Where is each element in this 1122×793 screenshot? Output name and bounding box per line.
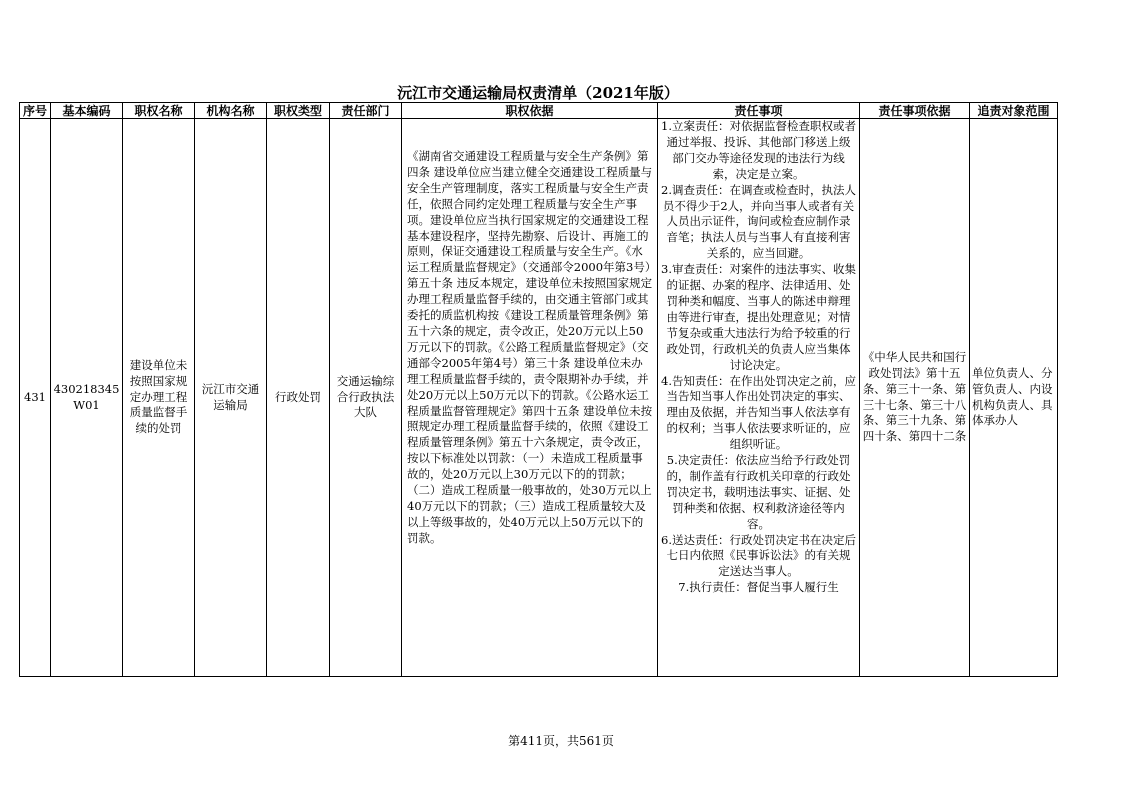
duty-item-2: 2.调查责任：在调查或检查时，执法人员不得少于2人，并向当事人或者有关人员出示证件，询问或检查应制作录音笔；执法人员与当事人有直接利害关系的，应当回避。: [661, 182, 856, 261]
duty-item-1: 1.立案责任：对依据监督检查职权或者通过举报、投诉、其他部门移送上级部门交办等途径发现的违法行为线索，决定是立案。: [661, 119, 856, 181]
header-duties: 责任事项: [658, 103, 860, 119]
page-title: 沅江市交通运输局权责清单（2021年版）: [397, 84, 679, 102]
cell-code: 430218345W01: [51, 119, 123, 677]
header-duty-law: 责任事项依据: [860, 103, 970, 119]
duty-item-6: 6.送达责任：行政处罚决定书在决定后七日内依照《民事诉讼法》的有关规定送达当事人。: [661, 532, 856, 579]
duty-item-3: 3.审查责任：对案件的违法事实、收集的证据、办案的程序、法律适用、处罚种类和幅度、当事人的陈述申辩理由等进行审查，提出处理意见；对情节复杂或重大违法行为给予较重的行政处罚，行政机关的负责人应当集体讨论决定。: [661, 262, 856, 372]
header-org: 机构名称: [195, 103, 267, 119]
cell-scope: 单位负责人、分管负责人、内设机构负责人、具体承办人: [970, 119, 1058, 677]
header-power-type: 职权类型: [267, 103, 330, 119]
cell-seq: 431: [20, 119, 51, 677]
header-power-name: 职权名称: [123, 103, 195, 119]
header-seq: 序号: [20, 103, 51, 119]
table-header-row: [20, 103, 1058, 119]
header-scope: 追责对象范围: [970, 103, 1058, 119]
cell-dept: 交通运输综合行政执法大队: [330, 119, 402, 677]
cell-power-name: 建设单位未按照国家规定办理工程质量监督手续的处罚: [123, 119, 195, 677]
cell-org: 沅江市交通运输局: [195, 119, 267, 677]
table-row: [20, 119, 1058, 677]
duty-law-text: 《中华人民共和国行政处罚法》第十五条、第三十一条、第三十七条、第三十八条、第三十九条、第四十条、第四十二条: [862, 349, 967, 444]
cell-power-type: 行政处罚: [267, 119, 330, 677]
cell-basis: 《湖南省交通建设工程质量与安全生产条例》第四条 建设单位应当建立健全交通建设工程质量与安全生产管理制度，落实工程质量与安全生产责任，依照合同约定处理工程质量与安全生产事项。建设单位应当执行国家规定的交通建设工程基本建设程序，坚持先勘察、后设计、再施工的原则，保证交通建设工程质量与安全生产。《水运工程质量监督规定》（交通部令2000年第3号）第五十条 违反本规定，建设单位未按照国家规定办理工程质量监督手续的，由交通主管部门或其委托的质监机构按《建设工程质量管理条例》第五十六条的规定，责令改正，处20万元以上50万元以下的罚款。《公路工程质量监督规定》（交通部令2005年第4号）第三十条 建设单位未办理工程质量监督手续的，责令限期补办手续，并处20万元以上50万元以下的罚款。《公路水运工程质量监督管理规定》第四十五条 建设单位未按照规定办理工程质量监督手续的，依照《建设工程质量管理条例》第五十六条规定，责令改正，按以下标准处以罚款：（一）未造成工程质量事故的，处20万元以上30万元以下的的罚款；（二）造成工程质量一般事故的，处30万元以上40万元以下的罚款；（三）造成工程质量较大及以上等级事故的，处40万元以上50万元以下的罚款。: [402, 119, 658, 677]
cell-duties: [658, 119, 860, 677]
cell-duty-law: [860, 119, 970, 677]
header-dept: 责任部门: [330, 103, 402, 119]
power-list-table: [19, 102, 1058, 677]
header-code: 基本编码: [51, 103, 123, 119]
duty-item-7: 7.执行责任：督促当事人履行生: [678, 580, 839, 595]
duty-item-4: 4.告知责任：在作出处罚决定之前，应当告知当事人作出处罚决定的事实、理由及依据，并告知当事人依法享有的权利；当事人依法要求听证的，应组织听证。: [661, 373, 856, 452]
page-footer: 第411页，共561页: [508, 734, 614, 748]
duty-item-5: 5.决定责任：依法应当给予行政处罚的，制作盖有行政机关印章的行政处罚决定书，载明违法事实、证据、处罚种类和依据、权利救济途径等内容。: [666, 453, 851, 531]
header-basis: 职权依据: [402, 103, 658, 119]
